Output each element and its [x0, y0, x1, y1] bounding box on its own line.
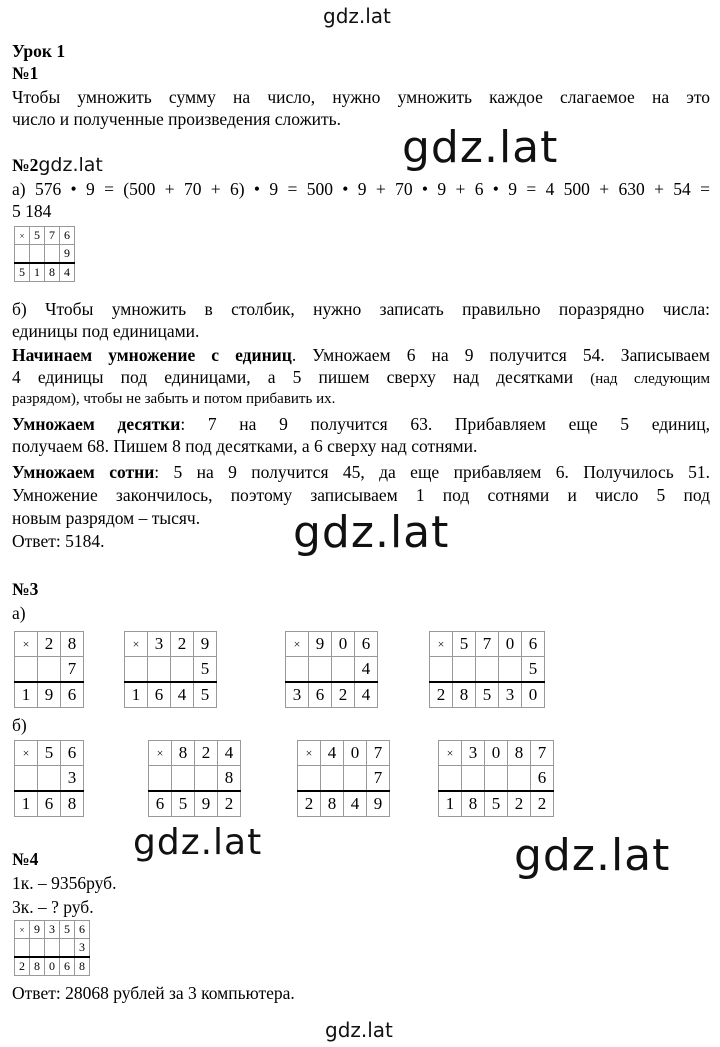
- digit: 6: [60, 957, 75, 976]
- text: : 5 на 9 получится 45, да еще прибавляем 6. Получилось 51.: [154, 462, 710, 482]
- task2-b-text: б) Чтобы умножить в столбик, нужно записать правильно поразрядно числа:: [12, 299, 710, 319]
- digit: 2: [430, 682, 453, 708]
- watermark-inline: gdz.lat: [38, 154, 103, 176]
- digit: 3: [61, 766, 84, 792]
- digit: 8: [75, 957, 90, 976]
- digit: 4: [60, 263, 75, 282]
- digit: 0: [522, 682, 545, 708]
- digit: 2: [298, 791, 321, 817]
- paragraph-units: разрядом), чтобы не забыть и потом прибавить их.: [12, 391, 336, 407]
- task3-heading: №3: [12, 579, 39, 599]
- digit: 6: [61, 682, 84, 708]
- digit: 6: [61, 741, 84, 766]
- digit: 0: [45, 957, 60, 976]
- digit: 3: [148, 632, 171, 657]
- digit: 5: [453, 632, 476, 657]
- multiplication-grid: [438, 740, 554, 817]
- multiply-sign: ×: [286, 632, 309, 657]
- watermark-big: gdz.lat: [293, 507, 450, 558]
- multiply-sign: ×: [298, 741, 321, 766]
- text: . Умножаем 6 на 9 получится 54. Записываем: [291, 345, 710, 365]
- task3-label-b: б): [12, 715, 27, 735]
- task1-text: Чтобы умножить сумму на число, нужно умножить каждое слагаемое на это: [12, 87, 710, 107]
- bold-phrase: Умножаем сотни: [12, 462, 155, 482]
- digit: 0: [499, 632, 522, 657]
- digit: 5: [194, 682, 217, 708]
- digit: 6: [309, 682, 332, 708]
- multiply-sign: ×: [125, 632, 148, 657]
- watermark-bottom: gdz.lat: [325, 1018, 393, 1042]
- digit: 5: [485, 791, 508, 817]
- digit: 4: [355, 682, 378, 708]
- watermark-top: gdz.lat: [323, 4, 391, 28]
- task2-b-text: единицы под единицами.: [12, 321, 200, 341]
- digit: 8: [453, 682, 476, 708]
- digit: 1: [439, 791, 462, 817]
- digit: 7: [45, 227, 60, 245]
- paragraph-hundreds: Умножение закончилось, поэтому записываем 1 под сотнями и число 5 под: [12, 485, 710, 505]
- digit: 6: [355, 632, 378, 657]
- digit: 7: [367, 741, 390, 766]
- digit: 3: [462, 741, 485, 766]
- digit: 8: [462, 791, 485, 817]
- digit: 2: [508, 791, 531, 817]
- paragraph-hundreds: [12, 461, 710, 483]
- digit: 5: [60, 921, 75, 939]
- paragraph-tens: получаем 68. Пишем 8 под десятками, а 6 сверху над сотнями.: [12, 436, 478, 456]
- paragraph-tens: [12, 413, 710, 435]
- digit: 8: [321, 791, 344, 817]
- digit: 9: [60, 245, 75, 264]
- digit: 9: [195, 791, 218, 817]
- task1-text: число и полученные произведения сложить.: [12, 109, 342, 129]
- text: 4 единицы под единицами, а 5 пишем сверху над десятками: [12, 367, 591, 387]
- digit: 9: [309, 632, 332, 657]
- digit: 2: [195, 741, 218, 766]
- task4-text: 1к. – 9356руб.: [12, 873, 117, 893]
- digit: 9: [367, 791, 390, 817]
- digit: 3: [499, 682, 522, 708]
- digit: 2: [332, 682, 355, 708]
- multiplication-grid: [14, 226, 75, 282]
- digit: 3: [75, 939, 90, 958]
- multiply-sign: ×: [15, 741, 38, 766]
- digit: 0: [485, 741, 508, 766]
- digit: 1: [125, 682, 148, 708]
- digit: 2: [38, 632, 61, 657]
- digit: 5: [476, 682, 499, 708]
- paragraph-units: [12, 366, 710, 390]
- digit: 6: [149, 791, 172, 817]
- multiply-sign: ×: [15, 632, 38, 657]
- digit: 8: [61, 632, 84, 657]
- digit: 3: [286, 682, 309, 708]
- digit: 8: [508, 741, 531, 766]
- digit: 2: [218, 791, 241, 817]
- multiplication-grid: [14, 740, 84, 817]
- task1-heading: №1: [12, 63, 39, 83]
- digit: 6: [148, 682, 171, 708]
- digit: 7: [367, 766, 390, 792]
- digit: 5: [30, 227, 45, 245]
- digit: 8: [218, 766, 241, 792]
- digit: 1: [30, 263, 45, 282]
- multiplication-grid: [14, 631, 84, 708]
- task4-heading: №4: [12, 849, 39, 869]
- digit: 8: [30, 957, 45, 976]
- task2-a-text: 5 184: [12, 201, 52, 221]
- multiply-sign: ×: [15, 921, 30, 939]
- multiply-sign: ×: [15, 227, 30, 245]
- watermark-big: gdz.lat: [133, 822, 263, 863]
- digit: 8: [61, 791, 84, 817]
- digit: 2: [531, 791, 554, 817]
- multiply-sign: ×: [149, 741, 172, 766]
- multiply-sign: ×: [430, 632, 453, 657]
- digit: 1: [15, 682, 38, 708]
- multiplication-grid: [124, 631, 217, 708]
- task2-answer: Ответ: 5184.: [12, 531, 105, 551]
- digit: 9: [30, 921, 45, 939]
- text: : 7 на 9 получится 63. Прибавляем еще 5 единиц,: [180, 414, 710, 434]
- task4-answer: Ответ: 28068 рублей за 3 компьютера.: [12, 983, 295, 1003]
- bold-phrase: Начинаем умножение с единиц: [12, 345, 292, 365]
- text: (над следующим: [590, 371, 710, 387]
- bold-phrase: Умножаем десятки: [12, 414, 181, 434]
- digit: 6: [60, 227, 75, 245]
- digit: 4: [321, 741, 344, 766]
- digit: 2: [171, 632, 194, 657]
- digit: 1: [15, 791, 38, 817]
- digit: 4: [171, 682, 194, 708]
- task3-label-a: а): [12, 603, 26, 623]
- watermark-big: gdz.lat: [514, 830, 671, 881]
- digit: 0: [344, 741, 367, 766]
- digit: 6: [75, 921, 90, 939]
- digit: 6: [531, 766, 554, 792]
- multiplication-grid: [429, 631, 545, 708]
- digit: 8: [45, 263, 60, 282]
- task2-a-text: а) 576 • 9 = (500 + 70 + 6) • 9 = 500 • 9 + 70 • 9 + 6 • 9 = 4 500 + 630 + 54 =: [12, 179, 710, 199]
- multiplication-grid: [285, 631, 378, 708]
- paragraph-units: [12, 344, 710, 366]
- digit: 7: [61, 657, 84, 683]
- watermark-big: gdz.lat: [402, 122, 559, 173]
- multiplication-grid: [14, 920, 90, 976]
- digit: 4: [344, 791, 367, 817]
- multiplication-grid: [148, 740, 241, 817]
- multiply-sign: ×: [439, 741, 462, 766]
- digit: 4: [218, 741, 241, 766]
- multiplication-grid: [297, 740, 390, 817]
- task2-heading-row: [12, 154, 103, 176]
- digit: 6: [38, 791, 61, 817]
- digit: 2: [15, 957, 30, 976]
- digit: 6: [522, 632, 545, 657]
- task2-heading: №2: [12, 155, 39, 175]
- digit: 4: [355, 657, 378, 683]
- digit: 5: [15, 263, 30, 282]
- lesson-title: Урок 1: [12, 41, 66, 61]
- digit: 5: [172, 791, 195, 817]
- digit: 5: [38, 741, 61, 766]
- digit: 9: [194, 632, 217, 657]
- digit: 0: [332, 632, 355, 657]
- digit: 9: [38, 682, 61, 708]
- digit: 7: [476, 632, 499, 657]
- digit: 7: [531, 741, 554, 766]
- digit: 8: [172, 741, 195, 766]
- digit: 5: [522, 657, 545, 683]
- paragraph-hundreds: новым разрядом – тысяч.: [12, 508, 201, 528]
- task4-text: 3к. – ? руб.: [12, 897, 94, 917]
- digit: 5: [194, 657, 217, 683]
- digit: 3: [45, 921, 60, 939]
